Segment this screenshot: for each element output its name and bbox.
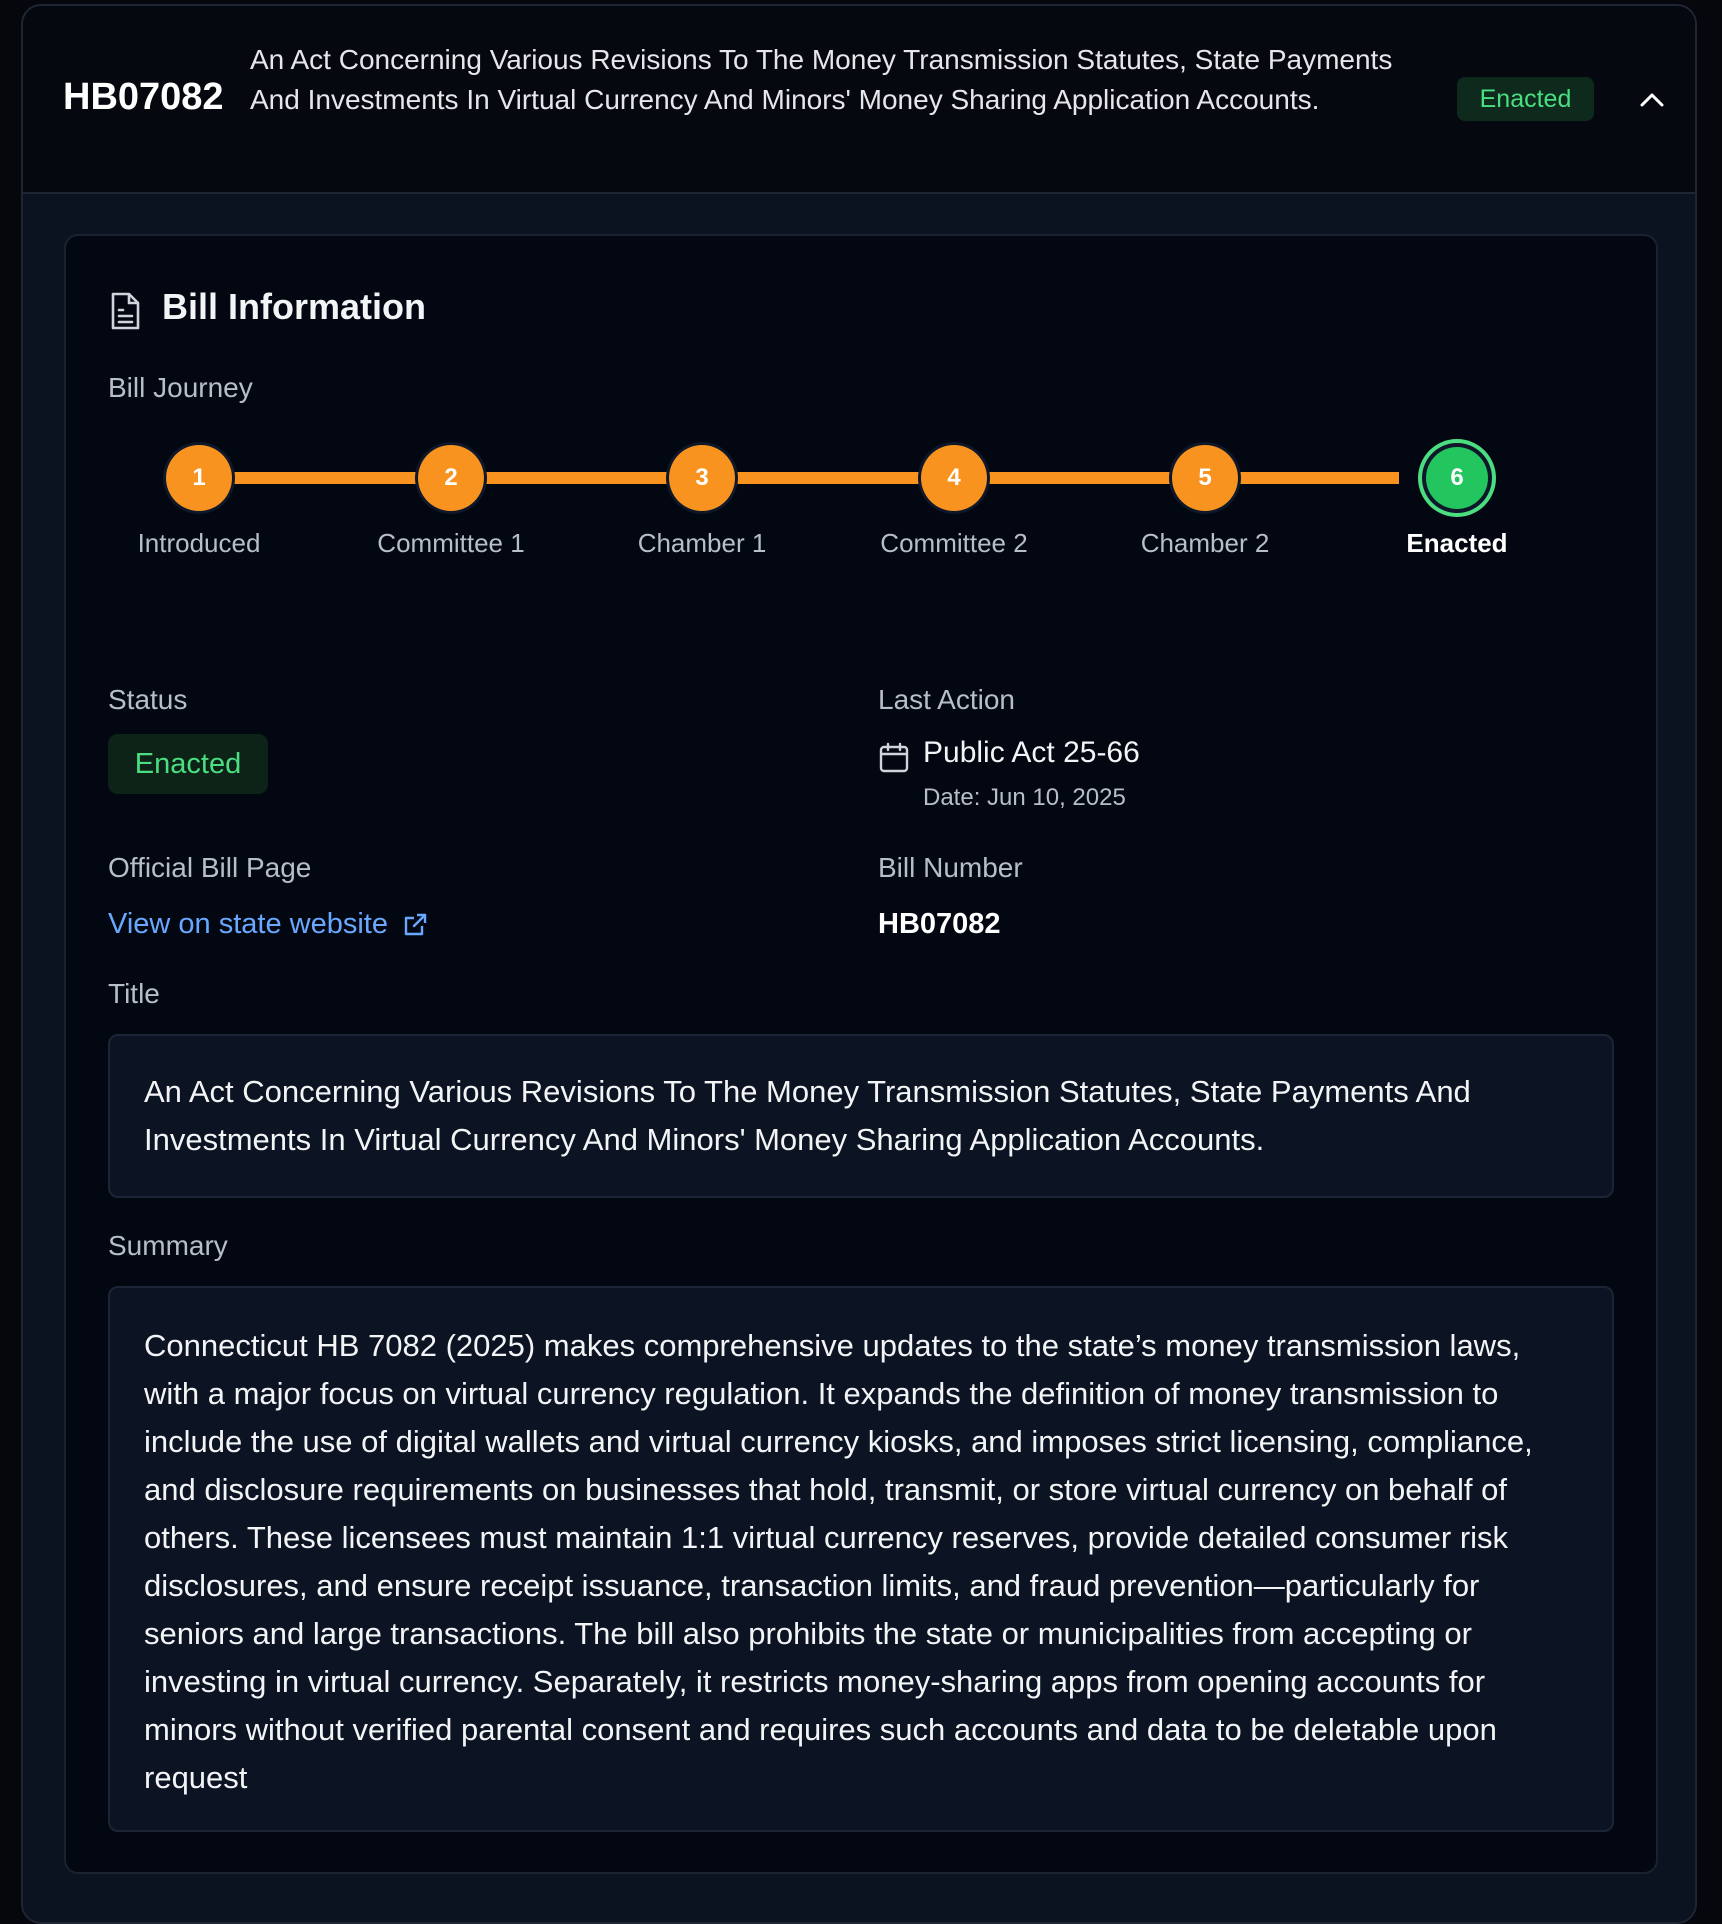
status-label: Status <box>108 684 188 715</box>
last-action-text: Public Act 25-66 <box>923 736 1140 769</box>
state-website-link-text: View on state website <box>108 908 388 940</box>
title-box: An Act Concerning Various Revisions To The Money Transmission Statutes, State Payments And Investments In Virtual Currency And Minors' Money Sharing Application Accounts. <box>108 1034 1614 1198</box>
external-link-icon <box>402 912 428 938</box>
card-title: Bill Information <box>162 286 426 327</box>
bill-journey-label: Bill Journey <box>108 372 253 403</box>
bill-panel <box>21 4 1697 1924</box>
bill-number-value: HB07082 <box>878 908 1001 940</box>
title-label: Title <box>108 978 160 1009</box>
collapse-button[interactable] <box>1633 82 1671 118</box>
journey-label-chamber-1: Chamber 1 <box>637 528 767 558</box>
last-action-date: Date: Jun 10, 2025 <box>923 784 1126 811</box>
summary-label: Summary <box>108 1230 228 1261</box>
journey-label-enacted: Enacted <box>1406 528 1508 558</box>
journey-label-chamber-2: Chamber 2 <box>1140 528 1270 558</box>
bill-information-card <box>64 234 1658 1874</box>
journey-label-committee-2: Committee 2 <box>880 528 1028 558</box>
journey-label-committee-1: Committee 1 <box>377 528 525 558</box>
summary-box: Connecticut HB 7082 (2025) makes comprehensive updates to the state’s money transmission laws, with a major focus on virtual currency regulation. It expands the definition of money transmission to include the use of digital wallets and virtual currency kiosks, and imposes strict licensing, compliance, and disclosure requirements on businesses that hold, transmit, or store virtual currency on behalf of others. These licensees must maintain 1:1 virtual currency reserves, provide detailed consumer risk disclosures, and ensure receipt issuance, transaction limits, and fraud prevention—particularly for seniors and large transactions. The bill also prohibits the state or municipalities from accepting or investing in virtual currency. Separately, it restricts money-sharing apps from opening accounts for minors without verified parental consent and requires such accounts and data to be deletable upon request <box>108 1286 1614 1832</box>
journey-step-1: 1 <box>166 445 232 511</box>
journey-step-5: 5 <box>1172 445 1238 511</box>
bill-id: HB07082 <box>63 76 224 118</box>
calendar-icon <box>878 742 910 774</box>
journey-step-6: 6 <box>1426 447 1488 509</box>
bill-journey <box>108 432 1618 572</box>
journey-step-2: 2 <box>418 445 484 511</box>
journey-step-4: 4 <box>921 445 987 511</box>
journey-step-3: 3 <box>669 445 735 511</box>
official-bill-page-label: Official Bill Page <box>108 852 312 883</box>
document-icon <box>108 291 142 331</box>
status-value-badge: Enacted <box>108 734 268 794</box>
state-website-link[interactable] <box>108 908 428 941</box>
chevron-up-icon <box>1639 92 1665 108</box>
bill-header[interactable] <box>23 6 1695 194</box>
header-bill-title: An Act Concerning Various Revisions To The Money Transmission Statutes, State Payments And Investments In Virtual Currency And Minors' Money Sharing Application Accounts. <box>250 44 1393 115</box>
bill-number-label: Bill Number <box>878 852 1023 883</box>
last-action-label: Last Action <box>878 684 1015 715</box>
journey-label-introduced: Introduced <box>137 528 261 558</box>
status-badge: Enacted <box>1457 77 1594 121</box>
